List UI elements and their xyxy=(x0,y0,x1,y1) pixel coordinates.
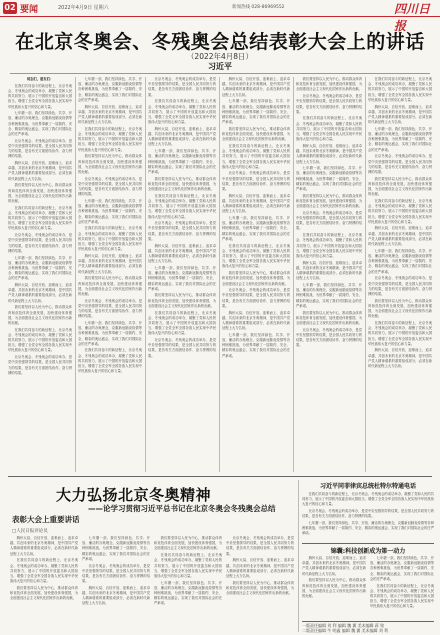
paragraph: 在我们共同奋斗的新征程上，北京冬奥会、冬残奥会的成功举办，凝聚了党和人民的共同努力，展示了中国的开放姿态和大国担当，增强了全党全军全国各族人民实现中华民族伟大复兴的信心和力量。 xyxy=(368,198,432,224)
paragraph: 在我们共同奋斗的新征程上，北京冬奥会、冬残奥会的成功举办，凝聚了党和人民的共同努力，展示了中国的开放姿态和大国担当，增强了全党全军全国各族人民实现中华民族伟大复兴的信心和力量。 xyxy=(296,116,362,142)
paragraph: 胸怀大局、自信开放、迎难而上、追求卓越、共创未来的北京冬奥精神，是中国共产党人精神谱系的重要组成部分，必须在新时代新征程上大力弘扬。 xyxy=(296,143,362,164)
paragraph: 在我们共同奋斗的新征程上，北京冬奥会、冬残奥会的成功举办，凝聚了党和人民的共同努力，展示了中国的开放姿态和大国担当，增强了全党全军全国各族人民实现中华民族伟大复兴的信心和力量。 xyxy=(302,492,434,507)
brief-title-1: 习近平同菲律宾总统杜特尔特通电话 xyxy=(319,483,416,490)
paragraph: 胸怀大局、自信开放、迎难而上、追求卓越、共创未来的北京冬奥精神，是中国共产党人精神谱系的重要组成部分，必须在新时代新征程上大力弘扬。 xyxy=(10,536,78,556)
paragraph: 在我们共同奋斗的新征程上，北京冬奥会、冬残奥会的成功举办，凝聚了党和人民的共同努力，展示了中国的开放姿态和大国担当，增强了全党全军全国各族人民实现中华民族伟大复兴的信心和力量。 xyxy=(368,320,432,346)
paragraph: 我们要坚持以人民为中心，推动群众体育和竞技体育全面发展，加快建设体育强国，为全面建设社会主义现代化国家作出新的贡献。 xyxy=(222,126,290,142)
paragraph: 我们要坚持以人民为中心，推动群众体育和竞技体育全面发展，加快建设体育强国，为全面建设社会主义现代化国家作出新的贡献。 xyxy=(226,580,294,596)
paragraph: 我们要坚持以人民为中心，推动群众体育和竞技体育全面发展，加快建设体育强国，为全面建设社会主义现代化国家作出新的贡献。 xyxy=(296,310,362,325)
paragraph: 在我们共同奋斗的新征程上，北京冬奥会、冬残奥会的成功举办，凝聚了党和人民的共同努力，展示了中国的开放姿态和大国担当，增强了全党全军全国各族人民实现中华民族伟大复兴的信心和力量。 xyxy=(370,583,434,609)
paragraph: 在我们共同奋斗的新征程上，北京冬奥会、冬残奥会的成功举办，凝聚了党和人民的共同努力，展示了中国的开放姿态和大国担当，增强了全党全军全国各族人民实现中华民族伟大复兴的信心和力量。 xyxy=(78,126,142,152)
paragraph: 北京冬奥会、冬残奥会的成功举办，是党中央坚强领导的结果，是全国人民共同努力的结果，是各有关方面团结协作、奋力拼搏的结果。 xyxy=(78,298,142,319)
paragraph: 七年磨一剑，我们坚持绿色、共享、开放、廉洁的办奥理念，克服新冠肺炎疫情等各种困难挑战，为世界奉献了一届简约、安全、精彩的奥运盛会，实现了我们对国际社会的庄严承诺。 xyxy=(302,521,434,536)
paragraph: 北京冬奥会、冬残奥会的成功举办，是党中央坚强领导的结果，是全国人民共同努力的结果，是各有关方面团结协作、奋力拼搏的结果。 xyxy=(78,176,142,197)
paragraph: 七年磨一剑，我们坚持绿色、共享、开放、廉洁的办奥理念，克服新冠肺炎疫情等各种困难挑战，为世界奉献了一届简约、安全、精彩的奥运盛会，实现了我们对国际社会的庄严承诺。 xyxy=(78,77,142,102)
paragraph: 北京冬奥会、冬残奥会的成功举办，是党中央坚强领导的结果，是全国人民共同努力的结果，是各有关方面团结协作、奋力拼搏的结果。 xyxy=(148,77,216,97)
contact-info: 新闻热线 028-86969552 xyxy=(232,5,285,10)
paragraph: 七年磨一剑，我们坚持绿色、共享、开放、廉洁的办奥理念，克服新冠肺炎疫情等各种困难挑战，为世界奉献了一届简约、安全、精彩的奥运盛会，实现了我们对国际社会的庄严承诺。 xyxy=(148,265,216,291)
paragraph: 胸怀大局、自信开放、迎难而上、追求卓越、共创未来的北京冬奥精神，是中国共产党人精神谱系的重要组成部分，必须在新时代新征程上大力弘扬。 xyxy=(148,126,216,147)
paragraph: 北京冬奥会、冬残奥会的成功举办，是党中央坚强领导的结果，是全国人民共同努力的结果，是各有关方面团结协作、奋力拼搏的结果。 xyxy=(148,221,216,241)
paragraph: 我们要坚持以人民为中心，推动群众体育和竞技体育全面发展，加快建设体育强国，为全面建设社会主义现代化国家作出新的贡献。 xyxy=(296,193,362,209)
paragraph: 胸怀大局、自信开放、迎难而上、追求卓越、共创未来的北京冬奥精神，是中国共产党人精神谱系的重要组成部分，必须在新时代新征程上大力弘扬。 xyxy=(148,243,216,264)
main-headline: 在北京冬奥会、冬残奥会总结表彰大会上的讲话 xyxy=(15,31,425,53)
paragraph: 在我们共同奋斗的新征程上，北京冬奥会、冬残奥会的成功举办，凝聚了党和人民的共同努力，展示了中国的开放姿态和大国担当，增强了全党全军全国各族人民实现中华民族伟大复兴的信心和力量。 xyxy=(8,83,72,109)
brief-body-1 xyxy=(302,492,434,540)
paragraph: 在我们共同奋斗的新征程上，北京冬奥会、冬残奥会的成功举办，凝聚了党和人民的共同努力，展示了中国的开放姿态和大国担当，增强了全党全军全国各族人民实现中华民族伟大复兴的信心和力量。 xyxy=(148,99,216,125)
paragraph: 我们要坚持以人民为中心，推动群众体育和竞技体育全面发展，加快建设体育强国，为全面建设社会主义现代化国家作出新的贡献。 xyxy=(154,536,222,551)
footer-rule xyxy=(302,621,434,622)
issue-date: 2022年4月9日 星期六 xyxy=(58,5,109,11)
paragraph: 胸怀大局、自信开放、迎难而上、追求卓越、共创未来的北京冬奥精神，是中国共产党人精神谱系的重要组成部分，必须在新时代新征程上大力弘扬。 xyxy=(78,104,142,125)
paragraph: 我们要坚持以人民为中心，推动群众体育和竞技体育全面发展，加快建设体育强国，为全面建设社会主义现代化国家作出新的贡献。 xyxy=(222,271,290,286)
commentary-column-4 xyxy=(226,536,294,631)
paragraph: 北京冬奥会、冬残奥会的成功举办，是党中央坚强领导的结果，是全国人民共同努力的结果，是各有关方面团结协作、奋力拼搏的结果。 xyxy=(222,171,290,192)
column-divider xyxy=(293,77,294,472)
paragraph: 北京冬奥会、冬残奥会的成功举办，是党中央坚强领导的结果，是全国人民共同努力的结果，是各有关方面团结协作、奋力拼搏的结果。 xyxy=(8,355,72,375)
footer-credit: 一版责任编辑 刘 利 编辑 魏 翼 美术编辑 蒋 铭 xyxy=(302,623,385,628)
paragraph: 七年磨一剑，我们坚持绿色、共享、开放、廉洁的办奥理念，克服新冠肺炎疫情等各种困难挑战，为世界奉献了一届简约、安全、精彩的奥运盛会，实现了我们对国际社会的庄严承诺。 xyxy=(78,320,142,346)
column-divider xyxy=(298,480,299,632)
column-divider xyxy=(365,77,366,472)
paragraph: 我们要坚持以人民为中心，推动群众体育和竞技体育全面发展，加快建设体育强国，为全面建设社会主义现代化国家作出新的贡献。 xyxy=(8,183,72,203)
footer-credit: 二版责任编辑 牛 明鑫 编辑 魏 翼 美术编辑 刘 利 xyxy=(302,628,389,633)
column-divider xyxy=(75,77,76,472)
paragraph: 在我们共同奋斗的新征程上，北京冬奥会、冬残奥会的成功举办，凝聚了党和人民的共同努力，展示了中国的开放姿态和大国担当，增强了全党全军全国各族人民实现中华民族伟大复兴的信心和力量。 xyxy=(222,243,290,269)
paragraph: 我们要坚持以人民为中心，推动群众体育和竞技体育全面发展，加快建设体育强国，为全面建设社会主义现代化国家作出新的贡献。 xyxy=(78,276,142,296)
paragraph: 胸怀大局、自信开放、迎难而上、追求卓越、共创未来的北京冬奥精神，是中国共产党人精神谱系的重要组成部分，必须在新时代新征程上大力弘扬。 xyxy=(302,556,366,576)
newspaper-logo: 四川日报 xyxy=(394,2,431,33)
paragraph: 我们要坚持以人民为中心，推动群众体育和竞技体育全面发展，加快建设体育强国，为全面建设社会主义现代化国家作出新的贡献。 xyxy=(148,293,216,308)
paragraph: 胸怀大局、自信开放、迎难而上、追求卓越、共创未来的北京冬奥精神，是中国共产党人精神谱系的重要组成部分，必须在新时代新征程上大力弘扬。 xyxy=(368,348,432,369)
paragraph: 胸怀大局、自信开放、迎难而上、追求卓越、共创未来的北京冬奥精神，是中国共产党人精神谱系的重要组成部分，必须在新时代新征程上大力弘扬。 xyxy=(8,283,72,303)
text-column-1 xyxy=(8,77,72,472)
text-column-4 xyxy=(222,77,290,472)
paragraph: 胸怀大局、自信开放、迎难而上、追求卓越、共创未来的北京冬奥精神，是中国共产党人精神谱系的重要组成部分，必须在新时代新征程上大力弘扬。 xyxy=(222,193,290,214)
paragraph: 七年磨一剑，我们坚持绿色、共享、开放、廉洁的办奥理念，克服新冠肺炎疫情等各种困难挑战，为世界奉献了一届简约、安全、精彩的奥运盛会，实现了我们对国际社会的庄严承诺。 xyxy=(154,580,222,606)
paragraph: 我们要坚持以人民为中心，推动群众体育和竞技体育全面发展，加快建设体育强国，为全面建设社会主义现代化国家作出新的贡献。 xyxy=(368,176,432,197)
paragraph: 在我们共同奋斗的新征程上，北京冬奥会、冬残奥会的成功举办，凝聚了党和人民的共同努力，展示了中国的开放姿态和大国担当，增强了全党全军全国各族人民实现中华民族伟大复兴的信心和力量。 xyxy=(296,233,362,258)
section-divider xyxy=(8,476,432,477)
paragraph: 我们要坚持以人民为中心，推动群众体育和竞技体育全面发展，加快建设体育强国，为全面建设社会主义现代化国家作出新的贡献。 xyxy=(302,578,366,598)
paragraph: 在我们共同奋斗的新征程上，北京冬奥会、冬残奥会的成功举办，凝聚了党和人民的共同努力，展示了中国的开放姿态和大国担当，增强了全党全军全国各族人民实现中华民族伟大复兴的信心和力量。 xyxy=(154,553,222,578)
paragraph: 北京冬奥会、冬残奥会的成功举办，是党中央坚强领导的结果，是全国人民共同努力的结果，是各有关方面团结协作、奋力拼搏的结果。 xyxy=(296,210,362,231)
paragraph: 七年磨一剑，我们坚持绿色、共享、开放、廉洁的办奥理念，克服新冠肺炎疫情等各种困难挑战，为世界奉献了一届简约、安全、精彩的奥运盛会，实现了我们对国际社会的庄严承诺。 xyxy=(222,216,290,241)
commentary-column-1 xyxy=(10,536,78,631)
paragraph: 胸怀大局、自信开放、迎难而上、追求卓越、共创未来的北京冬奥精神，是中国共产党人精神谱系的重要组成部分，必须在新时代新征程上大力弘扬。 xyxy=(368,226,432,247)
speech-date: （2022年4月8日） xyxy=(186,52,254,61)
text-column-3 xyxy=(148,77,216,472)
text-column-2 xyxy=(78,77,142,472)
paragraph: 七年磨一剑，我们坚持绿色、共享、开放、廉洁的办奥理念，克服新冠肺炎疫情等各种困难挑战，为世界奉献了一届简约、安全、精彩的奥运盛会，实现了我们对国际社会的庄严承诺。 xyxy=(82,536,150,561)
paragraph: 七年磨一剑，我们坚持绿色、共享、开放、廉洁的办奥理念，克服新冠肺炎疫情等各种困难挑战，为世界奉献了一届简约、安全、精彩的奥运盛会，实现了我们对国际社会的庄严承诺。 xyxy=(8,255,72,281)
commentary-headline: 大力弘扬北京冬奥精神 xyxy=(56,486,212,504)
paragraph: 北京冬奥会、冬残奥会的成功举办，是党中央坚强领导的结果，是全国人民共同努力的结果，是各有关方面团结协作、奋力拼搏的结果。 xyxy=(368,276,432,296)
brief-divider xyxy=(302,543,434,544)
paragraph: 在我们共同奋斗的新征程上，北京冬奥会、冬残奥会的成功举办，凝聚了党和人民的共同努力，展示了中国的开放姿态和大国担当，增强了全党全军全国各族人民实现中华民族伟大复兴的信心和力量。 xyxy=(78,348,142,374)
paragraph: 在我们共同奋斗的新征程上，北京冬奥会、冬残奥会的成功举办，凝聚了党和人民的共同努力，展示了中国的开放姿态和大国担当，增强了全党全军全国各族人民实现中华民族伟大复兴的信心和力量。 xyxy=(8,205,72,231)
paragraph: 北京冬奥会、冬残奥会的成功举办，是党中央坚强领导的结果，是全国人民共同努力的结果，是各有关方面团结协作、奋力拼搏的结果。 xyxy=(296,94,362,114)
paragraph: 北京冬奥会、冬残奥会的成功举办，是党中央坚强领导的结果，是全国人民共同努力的结果，是各有关方面团结协作、奋力拼搏的结果。 xyxy=(302,509,434,519)
paragraph: 北京冬奥会、冬残奥会的成功举办，是党中央坚强领导的结果，是全国人民共同努力的结果，是各有关方面团结协作、奋力拼搏的结果。 xyxy=(296,327,362,348)
paragraph: 胸怀大局、自信开放、迎难而上、追求卓越、共创未来的北京冬奥精神，是中国共产党人精神谱系的重要组成部分，必须在新时代新征程上大力弘扬。 xyxy=(226,558,294,578)
commentary-subtitle: 表彰大会上重要讲话 xyxy=(12,515,80,524)
brief-body-2b xyxy=(370,556,434,620)
commentary-column-2 xyxy=(82,536,150,631)
column-divider xyxy=(145,77,146,472)
paragraph: 胸怀大局、自信开放、迎难而上、追求卓越、共创未来的北京冬奥精神，是中国共产党人精神谱系的重要组成部分，必须在新时代新征程上大力弘扬。 xyxy=(82,585,150,606)
paragraph: 北京冬奥会、冬残奥会的成功举办，是党中央坚强领导的结果，是全国人民共同努力的结果，是各有关方面团结协作、奋力拼搏的结果。 xyxy=(222,288,290,308)
paragraph: 我们要坚持以人民为中心，推动群众体育和竞技体育全面发展，加快建设体育强国，为全面建设社会主义现代化国家作出新的贡献。 xyxy=(148,176,216,192)
paragraph: 北京冬奥会、冬残奥会的成功举办，是党中央坚强领导的结果，是全国人民共同努力的结果，是各有关方面团结协作、奋力拼搏的结果。 xyxy=(8,138,72,159)
commentary-subtitle: ——论学习贯彻习近平总书记在北京冬奥会冬残奥会总结 xyxy=(88,504,276,513)
paragraph: 七年磨一剑，我们坚持绿色、共享、开放、廉洁的办奥理念，克服新冠肺炎疫情等各种困难挑战，为世界奉献了一届简约、安全、精彩的奥运盛会，实现了我们对国际社会的庄严承诺。 xyxy=(222,332,290,358)
paragraph: 胸怀大局、自信开放、迎难而上、追求卓越、共创未来的北京冬奥精神，是中国共产党人精神谱系的重要组成部分，必须在新时代新征程上大力弘扬。 xyxy=(78,254,142,274)
author-name: 习近平 xyxy=(208,62,232,71)
paragraph: 七年磨一剑，我们坚持绿色、共享、开放、廉洁的办奥理念，克服新冠肺炎疫情等各种困难挑战，为世界奉献了一届简约、安全、精彩的奥运盛会，实现了我们对国际社会的庄严承诺。 xyxy=(148,149,216,174)
paragraph: 在我们共同奋斗的新征程上，北京冬奥会、冬残奥会的成功举办，凝聚了党和人民的共同努力，展示了中国的开放姿态和大国担当，增强了全党全军全国各族人民实现中华民族伟大复兴的信心和力量。 xyxy=(10,558,78,584)
paragraph: 在我们共同奋斗的新征程上，北京冬奥会、冬残奥会的成功举办，凝聚了党和人民的共同努力，展示了中国的开放姿态和大国担当，增强了全党全军全国各族人民实现中华民族伟大复兴的信心和力量。 xyxy=(78,226,142,252)
paragraph: 七年磨一剑，我们坚持绿色、共享、开放、廉洁的办奥理念，克服新冠肺炎疫情等各种困难挑战，为世界奉献了一届简约、安全、精彩的奥运盛会，实现了我们对国际社会的庄严承诺。 xyxy=(296,166,362,192)
paragraph: 在我们共同奋斗的新征程上，北京冬奥会、冬残奥会的成功举办，凝聚了党和人民的共同努力，展示了中国的开放姿态和大国担当，增强了全党全军全国各族人民实现中华民族伟大复兴的信心和力量。 xyxy=(148,193,216,219)
paragraph: 七年磨一剑，我们坚持绿色、共享、开放、廉洁的办奥理念，克服新冠肺炎疫情等各种困难挑战，为世界奉献了一届简约、安全、精彩的奥运盛会，实现了我们对国际社会的庄严承诺。 xyxy=(370,556,434,581)
paragraph: 在我们共同奋斗的新征程上，北京冬奥会、冬残奥会的成功举办，凝聚了党和人民的共同努力，展示了中国的开放姿态和大国担当，增强了全党全军全国各族人民实现中华民族伟大复兴的信心和力量。 xyxy=(222,143,290,169)
paragraph: 胸怀大局、自信开放、迎难而上、追求卓越、共创未来的北京冬奥精神，是中国共产党人精神谱系的重要组成部分，必须在新时代新征程上大力弘扬。 xyxy=(368,104,432,125)
commentary-byline: □人民日报评论员 xyxy=(12,529,48,534)
commentary-column-3 xyxy=(154,536,222,631)
text-column-5 xyxy=(296,77,362,472)
paragraph: 胸怀大局、自信开放、迎难而上、追求卓越、共创未来的北京冬奥精神，是中国共产党人精神谱系的重要组成部分，必须在新时代新征程上大力弘扬。 xyxy=(222,310,290,331)
brief-title-2: 锦囊:科技创新成为第一动力 xyxy=(330,548,406,555)
paragraph: 胸怀大局、自信开放、迎难而上、追求卓越、共创未来的北京冬奥精神，是中国共产党人精神谱系的重要组成部分，必须在新时代新征程上大力弘扬。 xyxy=(8,161,72,181)
paragraph: 七年磨一剑，我们坚持绿色、共享、开放、廉洁的办奥理念，克服新冠肺炎疫情等各种困难挑战，为世界奉献了一届简约、安全、精彩的奥运盛会，实现了我们对国际社会的庄严承诺。 xyxy=(368,126,432,152)
paragraph: 我们要坚持以人民为中心，推动群众体育和竞技体育全面发展，加快建设体育强国，为全面建设社会主义现代化国家作出新的贡献。 xyxy=(10,585,78,601)
paragraph: 七年磨一剑，我们坚持绿色、共享、开放、廉洁的办奥理念，克服新冠肺炎疫情等各种困难挑战，为世界奉献了一届简约、安全、精彩的奥运盛会，实现了我们对国际社会的庄严承诺。 xyxy=(78,198,142,224)
paragraph: 在我们共同奋斗的新征程上，北京冬奥会、冬残奥会的成功举办，凝聚了党和人民的共同努力，展示了中国的开放姿态和大国担当，增强了全党全军全国各族人民实现中华民族伟大复兴的信心和力量。 xyxy=(368,77,432,102)
paragraph: 七年磨一剑，我们坚持绿色、共享、开放、廉洁的办奥理念，克服新冠肺炎疫情等各种困难挑战，为世界奉献了一届简约、安全、精彩的奥运盛会，实现了我们对国际社会的庄严承诺。 xyxy=(368,248,432,274)
paragraph: 我们要坚持以人民为中心，推动群众体育和竞技体育全面发展，加快建设体育强国，为全面建设社会主义现代化国家作出新的贡献。 xyxy=(8,305,72,325)
paragraph: 在我们共同奋斗的新征程上，北京冬奥会、冬残奥会的成功举办，凝聚了党和人民的共同努力，展示了中国的开放姿态和大国担当，增强了全党全军全国各族人民实现中华民族伟大复兴的信心和力量。 xyxy=(148,310,216,336)
section-name: 要闻 xyxy=(20,5,39,15)
salutation: 同志们，朋友们： xyxy=(26,77,54,81)
paragraph: 七年磨一剑，我们坚持绿色、共享、开放、廉洁的办奥理念，克服新冠肺炎疫情等各种困难挑战，为世界奉献了一届简约、安全、精彩的奥运盛会，实现了我们对国际社会的庄严承诺。 xyxy=(296,283,362,308)
column-divider xyxy=(219,77,220,472)
paragraph: 北京冬奥会、冬残奥会的成功举办，是党中央坚强领导的结果，是全国人民共同努力的结果，是各有关方面团结协作、奋力拼搏的结果。 xyxy=(82,563,150,584)
page-number: 02 xyxy=(4,3,16,12)
paragraph: 七年磨一剑，我们坚持绿色、共享、开放、廉洁的办奥理念，克服新冠肺炎疫情等各种困难挑战，为世界奉献了一届简约、安全、精彩的奥运盛会，实现了我们对国际社会的庄严承诺。 xyxy=(8,111,72,137)
paragraph: 北京冬奥会、冬残奥会的成功举办，是党中央坚强领导的结果，是全国人民共同努力的结果，是各有关方面团结协作、奋力拼搏的结果。 xyxy=(368,154,432,174)
brief-body-2a xyxy=(302,556,366,620)
paragraph: 北京冬奥会、冬残奥会的成功举办，是党中央坚强领导的结果，是全国人民共同努力的结果，是各有关方面团结协作、奋力拼搏的结果。 xyxy=(148,338,216,358)
paragraph: 七年磨一剑，我们坚持绿色、共享、开放、廉洁的办奥理念，克服新冠肺炎疫情等各种困难挑战，为世界奉献了一届简约、安全、精彩的奥运盛会，实现了我们对国际社会的庄严承诺。 xyxy=(222,99,290,125)
paragraph: 在我们共同奋斗的新征程上，北京冬奥会、冬残奥会的成功举办，凝聚了党和人民的共同努力，展示了中国的开放姿态和大国担当，增强了全党全军全国各族人民实现中华民族伟大复兴的信心和力量。 xyxy=(8,327,72,353)
paragraph: 我们要坚持以人民为中心，推动群众体育和竞技体育全面发展，加快建设体育强国，为全面建设社会主义现代化国家作出新的贡献。 xyxy=(78,154,142,174)
paragraph: 胸怀大局、自信开放、迎难而上、追求卓越、共创未来的北京冬奥精神，是中国共产党人精神谱系的重要组成部分，必须在新时代新征程上大力弘扬。 xyxy=(222,77,290,97)
text-column-6 xyxy=(368,77,432,472)
paragraph: 北京冬奥会、冬残奥会的成功举办，是党中央坚强领导的结果，是全国人民共同努力的结果，是各有关方面团结协作、奋力拼搏的结果。 xyxy=(226,536,294,556)
paragraph: 胸怀大局、自信开放、迎难而上、追求卓越、共创未来的北京冬奥精神，是中国共产党人精神谱系的重要组成部分，必须在新时代新征程上大力弘扬。 xyxy=(296,260,362,281)
headline-rule xyxy=(10,73,430,74)
paragraph: 我们要坚持以人民为中心，推动群众体育和竞技体育全面发展，加快建设体育强国，为全面建设社会主义现代化国家作出新的贡献。 xyxy=(368,298,432,319)
paragraph: 北京冬奥会、冬残奥会的成功举办，是党中央坚强领导的结果，是全国人民共同努力的结果，是各有关方面团结协作、奋力拼搏的结果。 xyxy=(8,233,72,253)
paragraph: 我们要坚持以人民为中心，推动群众体育和竞技体育全面发展，加快建设体育强国，为全面建设社会主义现代化国家作出新的贡献。 xyxy=(296,77,362,92)
